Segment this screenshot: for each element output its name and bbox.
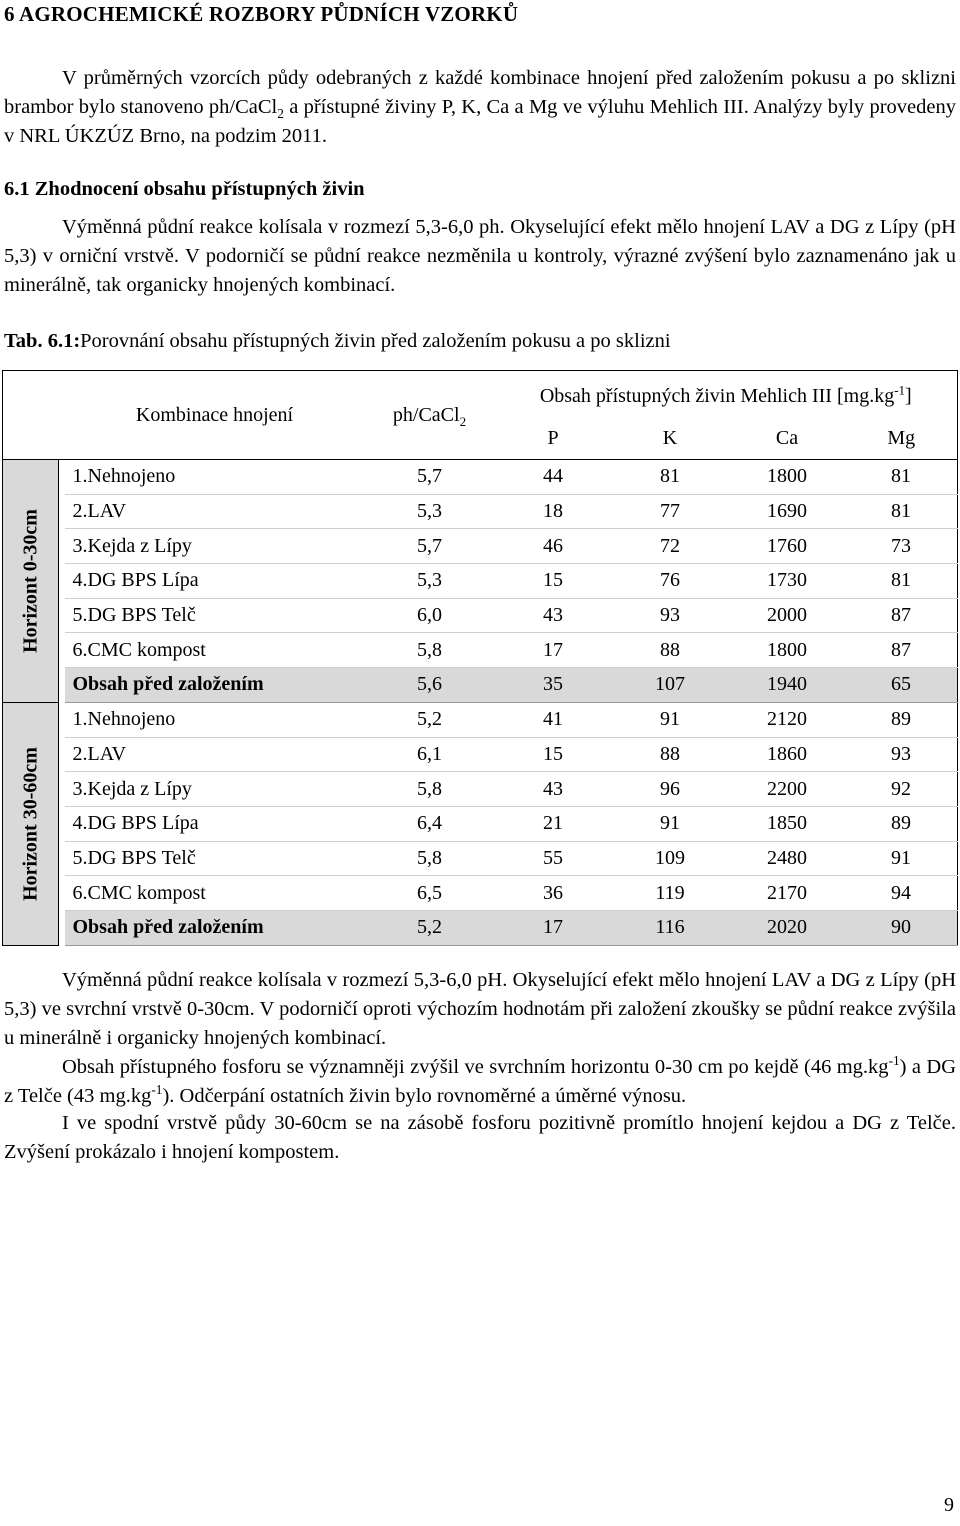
ph-cell: 5,8	[365, 633, 495, 668]
table-row	[3, 702, 958, 737]
header-mg: Mg	[846, 417, 958, 460]
summary-row	[3, 910, 958, 945]
k-cell: 77	[612, 494, 729, 529]
intro-text-2: a přístupné živiny P, K, Ca a Mg ve výluhu Mehlich III. Analýzy byly provedeny v NRL ÚKZÚZ Brno, na podzim 2011.	[4, 96, 957, 147]
p-cell: 44	[495, 460, 612, 495]
result-paragraph-2	[4, 1053, 956, 1111]
ca-cell: 2120	[729, 702, 846, 737]
mg-cell: 93	[846, 737, 958, 772]
header-p: P	[495, 417, 612, 460]
table-caption-text: Porovnání obsahu přístupných živin před založením pokusu a po sklizni	[80, 330, 671, 352]
p-cell: 17	[495, 910, 612, 945]
p-cell: 21	[495, 806, 612, 841]
ph-cell: 6,4	[365, 806, 495, 841]
combination-cell: 4.DG BPS Lípa	[65, 806, 365, 841]
table-header-row-1	[3, 371, 958, 418]
table-row	[3, 564, 958, 599]
p-cell: 15	[495, 564, 612, 599]
header-ca: Ca	[729, 417, 846, 460]
header-ph	[365, 371, 495, 460]
combination-cell: Obsah před založením	[65, 910, 365, 945]
chapter-title: 6 AGROCHEMICKÉ ROZBORY PŮDNÍCH VZORKŮ	[4, 2, 519, 26]
combination-cell: 6.CMC kompost	[65, 633, 365, 668]
result-p2-text-a: Obsah přístupného fosforu se významněji zvýšil ve svrchním horizontu 0-30 cm po kejdě (46 mg.kg	[62, 1056, 889, 1078]
mg-cell: 81	[846, 460, 958, 495]
k-cell: 91	[612, 702, 729, 737]
ca-cell: 2480	[729, 841, 846, 876]
k-cell: 88	[612, 633, 729, 668]
ph-cell: 5,8	[365, 841, 495, 876]
combination-cell: 1.Nehnojeno	[65, 460, 365, 495]
combination-cell: 3.Kejda z Lípy	[65, 529, 365, 564]
table-row	[3, 633, 958, 668]
combination-cell: 1.Nehnojeno	[65, 702, 365, 737]
k-cell: 119	[612, 876, 729, 911]
header-k: K	[612, 417, 729, 460]
intro-subscript: 2	[277, 106, 284, 122]
ph-cell: 5,7	[365, 529, 495, 564]
k-cell: 109	[612, 841, 729, 876]
k-cell: 116	[612, 910, 729, 945]
table-row	[3, 529, 958, 564]
intro-text-1: V průměrných vzorcích půdy odebraných z každé kombinace hnojení před založením pokusu a po sklizni brambor bylo stanoveno ph/CaCl	[4, 67, 956, 118]
ca-cell: 1860	[729, 737, 846, 772]
p-cell: 36	[495, 876, 612, 911]
mg-cell: 81	[846, 494, 958, 529]
table-row	[3, 598, 958, 633]
result-p2-text-b: ) a DG z Telče (43 mg.kg	[4, 1056, 956, 1107]
combination-cell: 2.LAV	[65, 494, 365, 529]
combination-cell: 3.Kejda z Lípy	[65, 772, 365, 807]
mg-cell: 89	[846, 806, 958, 841]
mg-cell: 87	[846, 598, 958, 633]
combination-cell: 2.LAV	[65, 737, 365, 772]
ph-cell: 6,5	[365, 876, 495, 911]
ca-cell: 1940	[729, 668, 846, 703]
horizon-1-label: Horizont 0-30cm	[19, 508, 41, 653]
ca-cell: 1730	[729, 564, 846, 599]
horizon-1-label-cell	[3, 460, 59, 703]
combination-cell: 5.DG BPS Telč	[65, 598, 365, 633]
mg-cell: 94	[846, 876, 958, 911]
mg-cell: 92	[846, 772, 958, 807]
table-caption	[4, 330, 671, 353]
table-row	[3, 494, 958, 529]
table-caption-label: Tab. 6.1:	[4, 330, 81, 352]
header-nutrients-sup: -1	[894, 381, 906, 397]
ph-cell: 5,6	[365, 668, 495, 703]
ph-cell: 5,2	[365, 702, 495, 737]
result-paragraph-3: I ve spodní vrstvě půdy 30-60cm se na zásobě fosforu pozitivně promítlo hnojení kejdou a DG z Telče. Zvýšení prokázalo i hnojení kompostem.	[4, 1112, 956, 1163]
mg-cell: 90	[846, 910, 958, 945]
k-cell: 96	[612, 772, 729, 807]
summary-row	[3, 668, 958, 703]
k-cell: 107	[612, 668, 729, 703]
header-nutrients-close: ]	[905, 384, 912, 407]
combination-cell: 6.CMC kompost	[65, 876, 365, 911]
table-row	[3, 737, 958, 772]
p-cell: 35	[495, 668, 612, 703]
combination-cell: 4.DG BPS Lípa	[65, 564, 365, 599]
k-cell: 76	[612, 564, 729, 599]
header-combination: Kombinace hnojení	[65, 371, 365, 460]
ph-cell: 5,2	[365, 910, 495, 945]
table-row	[3, 772, 958, 807]
ph-cell: 5,3	[365, 564, 495, 599]
header-ph-text: ph/CaCl	[392, 403, 460, 426]
ca-cell: 1760	[729, 529, 846, 564]
page-number: 9	[944, 1494, 954, 1516]
k-cell: 93	[612, 598, 729, 633]
horizon-2-group	[3, 702, 958, 945]
ph-cell: 6,1	[365, 737, 495, 772]
p-cell: 41	[495, 702, 612, 737]
result-p2-sup-1: -1	[888, 1053, 900, 1069]
table-row	[3, 806, 958, 841]
k-cell: 91	[612, 806, 729, 841]
k-cell: 81	[612, 460, 729, 495]
ca-cell: 2170	[729, 876, 846, 911]
ph-cell: 5,3	[365, 494, 495, 529]
horizon-2-label-cell	[3, 702, 59, 945]
ph-cell: 5,7	[365, 460, 495, 495]
p-cell: 55	[495, 841, 612, 876]
header-nutrients-text: Obsah přístupných živin Mehlich III [mg.kg	[539, 384, 895, 407]
section-paragraph: Výměnná půdní reakce kolísala v rozmezí 5,3-6,0 ph. Okyselující efekt mělo hnojení LAV a DG z Lípy (pH 5,3) v orniční vrstvě. V podorničí se půdní reakce nezměnila u kontroly, výrazné zvýšení bylo zaznamenáno jak u minerálně, tak organicky hnojených kombinací.	[4, 216, 956, 296]
p-cell: 18	[495, 494, 612, 529]
ca-cell: 1800	[729, 460, 846, 495]
header-ph-sub: 2	[459, 413, 467, 429]
result-paragraph-1: Výměnná půdní reakce kolísala v rozmezí 5,3-6,0 pH. Okyselující efekt mělo hnojení LAV a DG z Lípy (pH 5,3) ve svrchní vrstvě 0-30cm. V podorničí oproti výchozím hodnotám při založení zkoušky se půdní reakce zvýšila u minerálně i organicky hnojených kombinací.	[4, 969, 956, 1049]
ca-cell: 2020	[729, 910, 846, 945]
table-row	[3, 841, 958, 876]
mg-cell: 87	[846, 633, 958, 668]
mg-cell: 65	[846, 668, 958, 703]
section-title: 6.1 Zhodnocení obsahu přístupných živin	[4, 178, 365, 200]
p-cell: 15	[495, 737, 612, 772]
nutrient-table	[2, 370, 958, 946]
result-p2-sup-2: -1	[151, 1082, 163, 1098]
mg-cell: 81	[846, 564, 958, 599]
mg-cell: 73	[846, 529, 958, 564]
p-cell: 43	[495, 772, 612, 807]
mg-cell: 89	[846, 702, 958, 737]
k-cell: 72	[612, 529, 729, 564]
ca-cell: 1800	[729, 633, 846, 668]
header-nutrients	[495, 371, 958, 418]
combination-cell: Obsah před založením	[65, 668, 365, 703]
intro-paragraph	[4, 64, 956, 151]
p-cell: 46	[495, 529, 612, 564]
ph-cell: 5,8	[365, 772, 495, 807]
table-row	[3, 876, 958, 911]
horizon-2-label: Horizont 30-60cm	[19, 746, 41, 901]
ca-cell: 1850	[729, 806, 846, 841]
table-row	[3, 460, 958, 495]
ca-cell: 2000	[729, 598, 846, 633]
mg-cell: 91	[846, 841, 958, 876]
horizon-1-group	[3, 460, 958, 703]
p-cell: 43	[495, 598, 612, 633]
combination-cell: 5.DG BPS Telč	[65, 841, 365, 876]
ph-cell: 6,0	[365, 598, 495, 633]
ca-cell: 2200	[729, 772, 846, 807]
result-p2-text-c: ). Odčerpání ostatních živin bylo rovnoměrné a úměrné výnosu.	[162, 1085, 687, 1107]
k-cell: 88	[612, 737, 729, 772]
ca-cell: 1690	[729, 494, 846, 529]
p-cell: 17	[495, 633, 612, 668]
